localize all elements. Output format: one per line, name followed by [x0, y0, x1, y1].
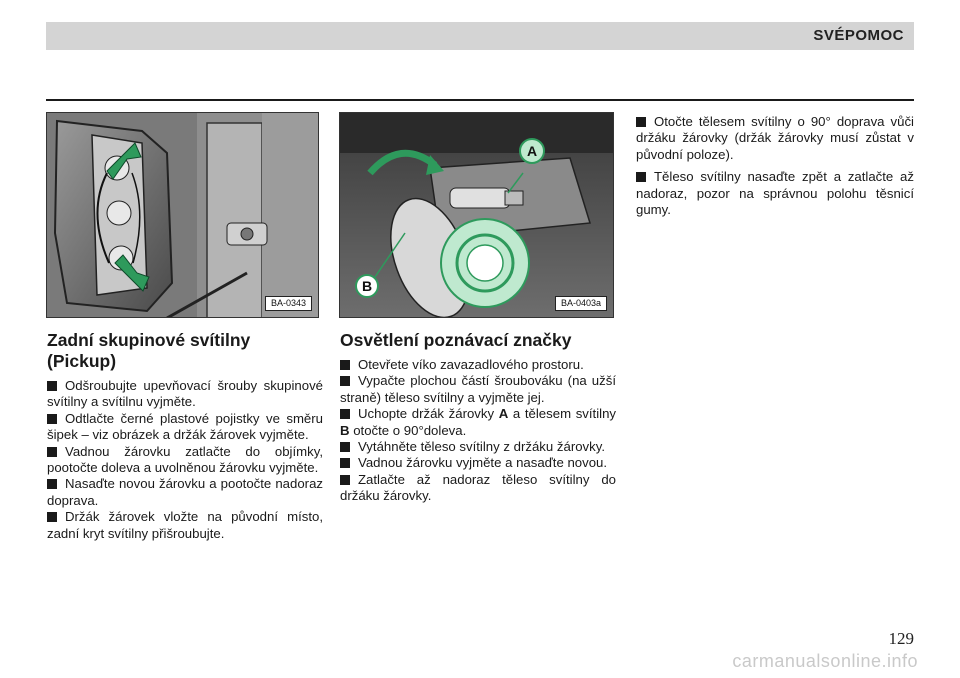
bullet-square-icon [340, 409, 350, 419]
bullet-square-icon [340, 360, 350, 370]
step-paragraph: Zatlačte až nadoraz těleso svítilny do držáku žárovky. [340, 471, 616, 504]
figure-code-2: BA-0403a [555, 296, 607, 311]
step-paragraph: Otevřete víko zavazadlového prostoru. [340, 357, 616, 373]
section-title-plate-lighting: Osvětlení poznávací značky [340, 330, 572, 350]
bullet-square-icon [47, 414, 57, 424]
step-paragraph: Vypačte plochou částí šroubováku (na užší straně) těleso svítilny a vyjměte jej. [340, 373, 616, 405]
bullet-square-icon [340, 442, 350, 452]
bullet-square-icon [47, 381, 57, 391]
step-paragraph: Vadnou žárovku vyjměte a nasaďte novou. [340, 455, 616, 471]
step-paragraph: Odtlačte černé plastové pojistky ve směru šipek – viz obrázek a držák žárovek vyjměte. [47, 410, 323, 443]
bullet-square-icon [47, 512, 57, 522]
watermark: carmanualsonline.info [732, 651, 918, 671]
rear-lamp-illustration [47, 113, 319, 318]
callout-a: A [526, 143, 538, 159]
step-paragraph: Držák žárovek vložte na původní místo, zadní kryt svítilny přišroubujte. [47, 509, 323, 541]
bullet-square-icon [47, 447, 57, 457]
bullet-square-icon [340, 458, 350, 468]
bullet-square-icon [340, 376, 350, 386]
section-rear-lamps [47, 330, 323, 542]
step-paragraph: Uchopte držák žárovky A a tělesem svítilny B otočte o 90°doleva. [340, 406, 616, 438]
page-number: 129 [888, 629, 914, 648]
figure-licence-plate-lamp [339, 112, 614, 318]
section-title-line2: (Pickup) [47, 351, 117, 371]
plate-lamp-illustration [340, 113, 614, 318]
step-paragraph: Vytáhněte těleso svítilny z držáku žárovky. [340, 439, 616, 455]
figure-code-1: BA-0343 [265, 296, 312, 311]
bullet-square-icon [340, 475, 350, 485]
bullet-square-icon [47, 479, 57, 489]
section-title-rear-lamps [47, 330, 323, 372]
header-bar [46, 22, 914, 50]
section-continued [636, 114, 914, 224]
callout-b: B [361, 278, 373, 294]
step-paragraph: Nasaďte novou žárovku a pootočte nadoraz doprava. [47, 476, 323, 508]
section-title-line1: Zadní skupinové svítilny [47, 330, 251, 350]
step-paragraph: Odšroubujte upevňovací šrouby skupinové svítilny a svítilnu vyjměte. [47, 378, 323, 410]
header-rule [46, 99, 914, 101]
section-plate-lighting [340, 330, 616, 505]
step-paragraph: Těleso svítilny nasaďte zpět a zatlačte až nadoraz, pozor na správnou polohu těsnicí gumy. [636, 169, 914, 218]
step-paragraph: Vadnou žárovku zatlačte do objímky, pootočte doleva a uvolněnou žárovku vyjměte. [47, 443, 323, 476]
bullet-square-icon [636, 117, 646, 127]
step-paragraph: Otočte tělesem svítilny o 90° doprava vůči držáku žárovky (držák žárovky musí zůstat v původní poloze). [636, 114, 914, 162]
header-title: SVÉPOMOC [813, 27, 904, 44]
figure-rear-lamp [46, 112, 319, 318]
bullet-square-icon [636, 172, 646, 182]
